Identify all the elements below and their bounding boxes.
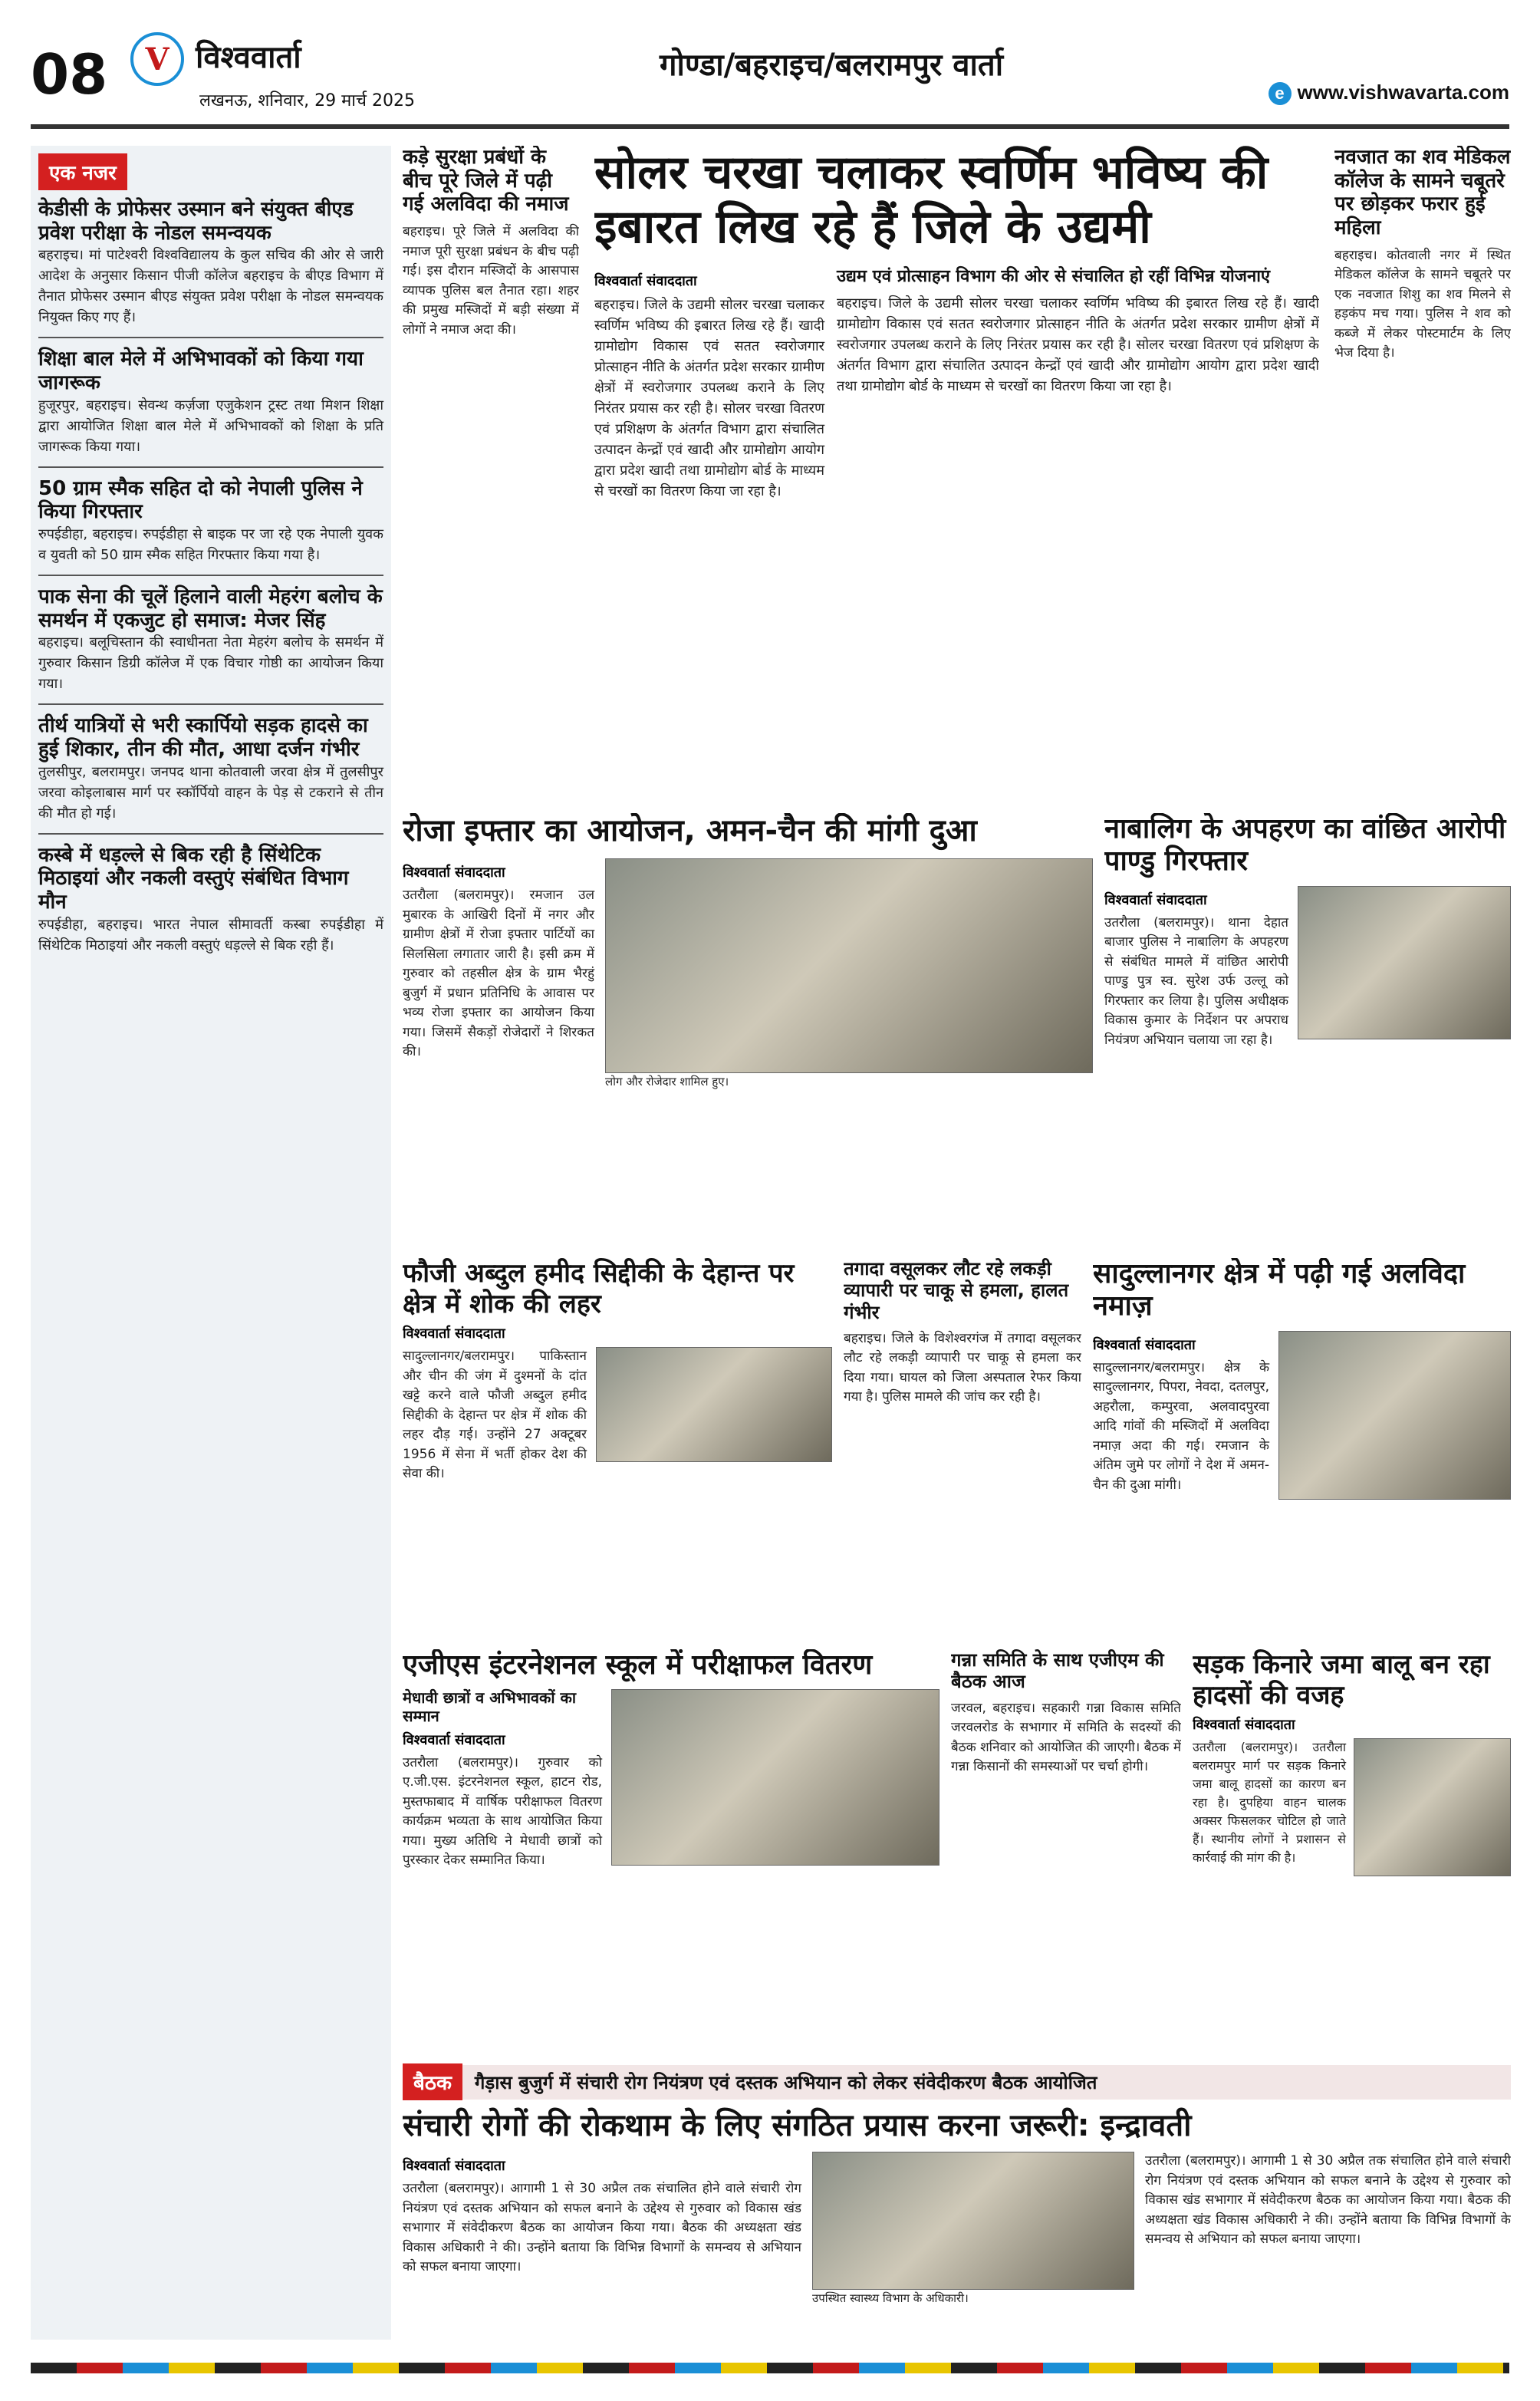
article-text: उतरौला (बलरामपुर)। उतरौला बलरामपुर मार्ग पर सड़क किनारे जमा बालू हादसों का कारण बन रहा है। दुपहिया वाहन चालक अक्सर फिसलकर चोटिल हो जाते हैं। स्थानीय लोगों ने प्रशासन से कार्रवाई की मांग की है। bbox=[1193, 1740, 1346, 1866]
headline: 50 ग्राम स्मैक सहित दो को नेपाली पुलिस ने किया गिरफ्तार bbox=[38, 476, 363, 524]
shav-article bbox=[1334, 146, 1511, 798]
headline: एजीएस इंटरनेशनल स्कूल में परीक्षाफल वितरण bbox=[403, 1649, 873, 1681]
news-photo bbox=[1298, 886, 1511, 1039]
article-text: उतरौला (बलरामपुर)। रमजान उल मुबारक के आखिरी दिनों में नगर और ग्रामीण क्षेत्रों में रोजा इफ्तार पार्टियों का सिलसिला लगातार जारी है। इसी क्रम में गुरुवार को तहसील क्षेत्र के ग्राम भैरहुं बुजुर्ग में प्रधान प्रतिनिधि के आवास पर भव्य रोजा इफ्तार का आयोजन किया गया। जिसमें सैकड़ों रोजेदारों ने शिरकत की। bbox=[403, 888, 594, 1060]
article-text: सादुल्लानगर/बलरामपुर। पाकिस्तान और चीन की जंग में दुश्मनों के दांत खट्टे करने वाले फौजी अब्दुल हमीद सिद्दीकी के देहान्त पर क्षेत्र में शोक की लहर दौड़ गई। उन्होंने 27 अक्टूबर 1956 में सेना में भर्ती होकर देश की सेवा की। bbox=[403, 1349, 587, 1482]
ek-nazar-item bbox=[38, 477, 383, 565]
article-text: तुलसीपुर, बलरामपुर। जनपद थाना कोतवाली जरवा क्षेत्र में तुलसीपुर जरवा कोइलाबास मार्ग पर स्कॉर्पियो वाहन के पेड़ से टकराने से तीन की मौत हो गई। bbox=[38, 763, 383, 822]
article-text: उतरौला (बलरामपुर)। थाना देहात बाजार पुलिस ने नाबालिग के अपहरण से संबंधित मामले में वांछित आरोपी पाण्डु पुत्र स्व. सुरेश उर्फ उल्लू को गिरफ्तार कर लिया है। पुलिस अधीक्षक विकास कुमार के निर्देशन पर अपराध नियंत्रण अभियान चलाया जा रहा है। bbox=[1104, 914, 1288, 1048]
ek-nazar-item bbox=[38, 844, 383, 956]
ek-nazar-item bbox=[38, 347, 383, 456]
byline: विश्ववार्ता संवाददाता bbox=[594, 272, 697, 289]
article-text: बहराइच। मां पाटेश्वरी विश्वविद्यालय के कुल सचिव की ओर से जारी आदेश के अनुसार किसान पीजी कॉलेज बहराइच के बीएड विभाग में तैनात प्रोफेसर उस्मान बीएड संयुक्त प्रवेश परीक्षा के नोडल समन्वयक नियुक्त किए गए हैं। bbox=[38, 247, 383, 326]
news-photo bbox=[611, 1689, 939, 1866]
article-text: बहराइच। पूरे जिले में अलविदा की नमाज पूरी सुरक्षा प्रबंधन के बीच पढ़ी गई। इस दौरान मस्जिदों के आसपास व्यापक पुलिस बल तैनात रहा। शहर की प्रमुख मस्जिदों में बड़ी संख्या में लोगों ने नमाज अदा की। bbox=[403, 224, 579, 338]
article-text: उतरौला (बलरामपुर)। गुरुवार को ए.जी.एस. इंटरनेशनल स्कूल, हाटन रोड, मुस्तफाबाद में वार्षिक परीक्षाफल वितरण कार्यक्रम भव्यता के साथ आयोजित किया गया। मुख्य अतिथि ने मेधावी छात्रों को पुरस्कार देकर सम्मानित किया। bbox=[403, 1754, 602, 1869]
dateline: लखनऊ, शनिवार, 29 मार्च 2025 bbox=[199, 91, 415, 110]
article-text: बहराइच। जिले के उद्यमी सोलर चरखा चलाकर स्वर्णिम भविष्य की इबारत लिख रहे हैं। खादी ग्रामोद्योग विकास एवं सतत स्वरोजगार प्रोत्साहन नीति के अंतर्गत प्रदेश सरकार ग्रामीण क्षेत्रों में स्वरोजगार उपलब्ध कराने के लिए निरंतर प्रयास कर रही है। सोलर चरखा वितरण एवं प्रशिक्षण के अंतर्गत विभाग द्वारा संचालित उत्पादन केन्द्रों एवं खादी और ग्रामोद्योग आयोग द्वारा प्रदेश खादी तथा ग्रामोद्योग बोर्ड के माध्यम से चरखों का वितरण किया जा रहा है। bbox=[594, 296, 824, 499]
headline: सादुल्लानगर क्षेत्र में पढ़ी गई अलविदा नमाज़ bbox=[1093, 1258, 1466, 1322]
divider bbox=[38, 337, 383, 338]
headline: नवजात का शव मेडिकल कॉलेज के सामने चबूतरे पर छोड़कर फरार हुई महिला bbox=[1334, 146, 1511, 240]
news-photo bbox=[812, 2152, 1134, 2290]
article-text: बहराइच। जिले के विशेश्वरगंज में तगादा वसूलकर लौट रहे लकड़ी व्यापारी पर चाकू से हमला कर दिया गया। घायल को जिला अस्पताल रेफर किया गया है। पुलिस मामले की जांच कर रही है। bbox=[844, 1330, 1081, 1405]
headline: तगादा वसूलकर लौट रहे लकड़ी व्यापारी पर चाकू से हमला, हालत गंभीर bbox=[844, 1258, 1069, 1323]
fauji-article bbox=[403, 1258, 832, 1634]
brand-logo: V bbox=[130, 32, 184, 86]
article-text: बहराइच। कोतवाली नगर में स्थित मेडिकल कॉलेज के सामने चबूतरे पर एक नवजात शिशु का शव मिलने से हड़कंप मच गया। पुलिस ने शव को कब्जे में लेकर पोस्टमार्टम के लिए भेज दिया है। bbox=[1334, 247, 1511, 361]
divider bbox=[38, 703, 383, 705]
news-photo bbox=[1278, 1331, 1511, 1500]
byline: विश्ववार्ता संवाददाता bbox=[1193, 1717, 1295, 1734]
divider bbox=[38, 466, 383, 468]
news-photo bbox=[605, 858, 1093, 1073]
subhead: मेधावी छात्रों व अभिभावकों का सम्मान bbox=[403, 1688, 577, 1726]
headline: शिक्षा बाल मेले में अभिभावकों को किया गया जागरूक bbox=[38, 347, 364, 395]
roza-article bbox=[403, 813, 1093, 1243]
masthead-rule bbox=[31, 124, 1509, 129]
photo-caption: लोग और रोजेदार शामिल हुए। bbox=[605, 1075, 729, 1089]
globe-icon: e bbox=[1269, 82, 1292, 105]
headline: पाक सेना की चूलें हिलाने वाली मेहरंग बलोच के समर्थन में एकजुट हो समाज: मेजर सिंह bbox=[38, 585, 383, 632]
masthead bbox=[0, 0, 1540, 130]
baithak-tag: बैठक bbox=[403, 2063, 462, 2100]
ganna-article bbox=[951, 1649, 1181, 2056]
byline: विश्ववार्ता संवाददाता bbox=[403, 1326, 505, 1342]
balu-article bbox=[1193, 1649, 1511, 2056]
ek-nazar-tag: एक नजर bbox=[38, 153, 127, 190]
ek-nazar-item bbox=[38, 198, 383, 328]
edition-title: गोण्डा/बहराइच/बलरामपुर वार्ता bbox=[660, 48, 1004, 83]
byline: विश्ववार्ता संवाददाता bbox=[403, 1731, 505, 1748]
alvida-article bbox=[403, 146, 579, 798]
article-text: सादुल्लानगर/बलरामपुर। क्षेत्र के सादुल्लानगर, पिपरा, नेवदा, दतलपुर, अहरौला, कम्पुरवा, अलवादपुरवा आदि गांवों की मस्जिदों में अलविदा नमाज़ अदा की गई। रमजान के अंतिम जुमे पर लोगों ने देश में अमन-चैन की दुआ मांगी। bbox=[1093, 1359, 1269, 1493]
page-number: 08 bbox=[31, 42, 108, 107]
divider bbox=[38, 833, 383, 835]
color-registration-bar bbox=[31, 2363, 1509, 2373]
website-text: www.vishwavarta.com bbox=[1297, 81, 1509, 104]
headline: सोलर चरखा चलाकर स्वर्णिम भविष्य की इबारत लिख रहे हैं जिले के उद्यमी bbox=[594, 146, 1269, 254]
byline: विश्ववार्ता संवाददाता bbox=[1093, 1336, 1196, 1353]
article-text: बहराइच। बलूचिस्तान की स्वाधीनता नेता मेहरंग बलोच के समर्थन में गुरुवार किसान डिग्री कॉलेज में एक विचार गोष्ठी का आयोजन किया गया। bbox=[38, 634, 383, 693]
article-text: उतरौला (बलरामपुर)। आगामी 1 से 30 अप्रैल तक संचालित होने वाले संचारी रोग नियंत्रण एवं दस्तक अभियान को सफल बनाने के उद्देश्य से गुरुवार को विकास खंड सभागार में संवेदीकरण बैठक का आयोजन किया गया। बैठक की अध्यक्षता खंड विकास अधिकारी ने की। उन्होंने बताया कि विभिन्न विभागों के समन्वय से अभियान को सफल बनाया जाएगा। bbox=[403, 2181, 801, 2275]
ek-nazar-item bbox=[38, 714, 383, 823]
website-link[interactable] bbox=[1269, 81, 1509, 105]
headline: कड़े सुरक्षा प्रबंधों के बीच पूरे जिले में पढ़ी गई अलविदा की नमाज bbox=[403, 146, 569, 216]
news-photo bbox=[1354, 1738, 1511, 1876]
headline: नाबालिग के अपहरण का वांछित आरोपी पाण्डु गिरफ्तार bbox=[1104, 813, 1506, 878]
baithak-article bbox=[403, 2063, 1511, 2355]
sadullanagar-article bbox=[1093, 1258, 1511, 1634]
headline: सड़क किनारे जमा बालू बन रहा हादसों की वजह bbox=[1193, 1649, 1490, 1711]
headline: रोजा इफ्तार का आयोजन, अमन-चैन की मांगी दुआ bbox=[403, 813, 977, 848]
pandu-article bbox=[1104, 813, 1511, 1243]
brand-name: विश्ववार्ता bbox=[196, 40, 301, 75]
article-text: हुजूरपुर, बहराइच। सेवन्थ कर्ज़जा एजुकेशन ट्रस्ट तथा मिशन शिक्षा द्वारा आयोजित शिक्षा बाल मेले में अभिभावकों को शिक्षा के प्रति जागरूक किया गया। bbox=[38, 397, 383, 455]
headline: कस्बे में धड़ल्ले से बिक रही है सिंथेटिक मिठाइयां और नकली वस्तुएं संबंधित विभाग मौन bbox=[38, 843, 349, 914]
byline: विश्ववार्ता संवाददाता bbox=[403, 865, 505, 881]
subhead: उद्यम एवं प्रोत्साहन विभाग की ओर से संचालित हो रहीं विभिन्न योजनाएं bbox=[837, 266, 1271, 286]
article-text-continued: बहराइच। जिले के उद्यमी सोलर चरखा चलाकर स्वर्णिम भविष्य की इबारत लिख रहे हैं। खादी ग्रामोद्योग विकास एवं सतत स्वरोजगार प्रोत्साहन नीति के अंतर्गत प्रदेश सरकार ग्रामीण क्षेत्रों में स्वरोजगार उपलब्ध कराने के लिए निरंतर प्रयास कर रही है। सोलर चरखा वितरण एवं प्रशिक्षण के अंतर्गत विभाग द्वारा संचालित उत्पादन केन्द्रों एवं खादी और ग्रामोद्योग आयोग द्वारा प्रदेश खादी तथा ग्रामोद्योग बोर्ड के माध्यम से चरखों का वितरण किया जा रहा है। bbox=[837, 295, 1319, 394]
article-text: रुपईडीहा, बहराइच। रुपईडीहा से बाइक पर जा रहे एक नेपाली युवक व युवती को 50 ग्राम स्मैक सहित गिरफ्तार किया गया है। bbox=[38, 526, 383, 564]
article-text: जरवल, बहराइच। सहकारी गन्ना विकास समिति जरवलरोड के सभागार में समिति के सदस्यों की बैठक शनिवार को आयोजित की जाएगी। बैठक में गन्ना किसानों की समस्याओं पर चर्चा होगी। bbox=[951, 1700, 1181, 1775]
photo-caption: उपस्थित स्वास्थ्य विभाग के अधिकारी। bbox=[812, 2291, 969, 2306]
byline: विश्ववार्ता संवाददाता bbox=[403, 2158, 505, 2175]
byline: विश्ववार्ता संवाददाता bbox=[1104, 891, 1207, 908]
baithak-banner: गैड़ास बुजुर्ग में संचारी रोग नियंत्रण एवं दस्तक अभियान को लेकर संवेदीकरण बैठक आयोजित bbox=[462, 2065, 1511, 2100]
article-text-continued: उतरौला (बलरामपुर)। आगामी 1 से 30 अप्रैल तक संचालित होने वाले संचारी रोग नियंत्रण एवं दस्तक अभियान को सफल बनाने के उद्देश्य से गुरुवार को विकास खंड सभागार में संवेदीकरण बैठक का आयोजन किया गया। बैठक की अध्यक्षता खंड विकास अधिकारी ने की। उन्होंने बताया कि विभिन्न विभागों के समन्वय से अभियान को सफल बनाया जाएगा। bbox=[1145, 2153, 1511, 2248]
headline: तीर्थ यात्रियों से भरी स्कार्पियो सड़क हादसे का हुई शिकार, तीन की मौत, आधा दर्जन गंभीर bbox=[38, 714, 368, 762]
school-article bbox=[403, 1649, 939, 2056]
headline: केडीसी के प्रोफेसर उस्मान बने संयुक्त बीएड प्रवेश परीक्षा के नोडल समन्वयक bbox=[38, 198, 354, 245]
headline: फौजी अब्दुल हमीद सिद्दीकी के देहान्त पर क्षेत्र में शोक की लहर bbox=[403, 1258, 795, 1320]
ek-nazar-item bbox=[38, 585, 383, 694]
tagada-article bbox=[844, 1258, 1081, 1634]
headline: गन्ना समिति के साथ एजीएम की बैठक आज bbox=[951, 1649, 1164, 1693]
news-photo bbox=[596, 1347, 832, 1462]
solar-article bbox=[594, 146, 1319, 805]
ek-nazar-column bbox=[31, 146, 391, 2340]
divider bbox=[38, 575, 383, 576]
article-text: रुपईडीहा, बहराइच। भारत नेपाल सीमावर्ती कस्बा रुपईडीहा में सिंथेटिक मिठाइयां और नकली वस्तुएं धड़ल्ले से बिक रही हैं। bbox=[38, 916, 383, 953]
headline: संचारी रोगों की रोकथाम के लिए संगठित प्रयास करना जरूरी: इन्द्रावती bbox=[403, 2108, 1192, 2143]
